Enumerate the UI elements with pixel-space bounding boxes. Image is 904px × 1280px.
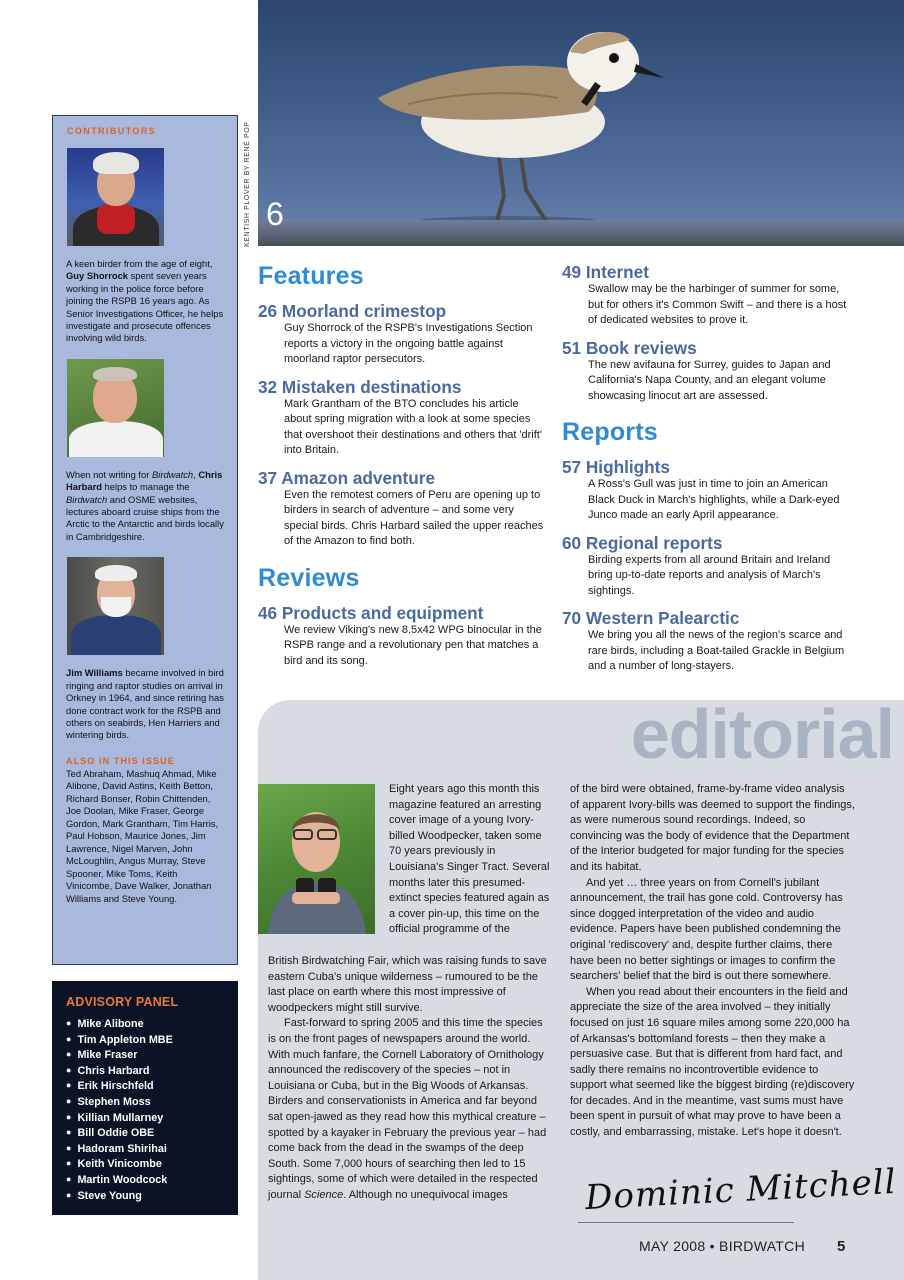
editorial-paragraph: British Birdwatching Fair, which was raising funds to save eastern Cuba's unique wilderness – rumoured to be the last place on earth where this most impressive of woodpeckers might still survive. [268,955,547,1014]
signature-underline [578,1222,794,1223]
contents-entry-products-and-equipment[interactable] [258,603,548,670]
advisory-panel [52,981,238,1215]
contents-entry-regional-reports[interactable] [562,533,852,600]
entry-title: 46 Products and equipment [258,602,484,623]
contributors-panel [52,115,238,965]
editor-signature: Dominic Mitchell [584,1161,898,1219]
editorial-section [258,695,904,1280]
contributor-bio-guy-shorrock: A keen birder from the age of eight, Guy Shorrock spent seven years working in the police force before joining the RSPB 16 years ago. As Senior Investigations Officer, he helps investigate and prosecute offences involving wild birds. [66,258,224,344]
contributors-heading: CONTRIBUTORS [67,126,157,136]
hero-photo [258,0,904,246]
contributor-bio-jim-williams: Jim Williams became involved in bird ringing and raptor studies on arrival in Orkney in 1964, and since retiring has done contract work for the RSPB and others on seabirds, Hen Harriers and wintering birds. [66,667,224,741]
entry-title: 26 Moorland crimestop [258,301,447,321]
entry-title: 37 Amazon adventure [258,467,436,488]
entry-description: Birding experts from all around Britain and Ireland bring up-to-date reports and analysis of March's sightings. [588,553,831,597]
advisory-member: ● Mike Alibone [66,1017,226,1033]
entry-description: Swallow may be the harbinger of summer for some, but for others it's Common Swift – and there is a host of dedicated websites to prove it. [588,283,847,326]
advisory-member: ● Killian Mullarney [66,1111,226,1127]
page-footer [639,1238,846,1255]
contents-entry-amazon-adventure[interactable] [258,468,548,550]
editorial-heading: editorial [630,695,894,773]
advisory-member: ● Bill Oddie OBE [66,1126,226,1142]
entry-title: 57 Highlights [562,457,670,477]
editorial-paragraph: Fast-forward to spring 2005 and this time the species is on the front pages of newspapers around the world. With much fanfare, the Cornell Laboratory of Ornithology announced the rediscovery of the species – not in Louisiana or Cuba, but in the Big Woods of Arkansas. Birders and conservationists in America and far beyond sat open-jawed as they read how this mythical creature – spotted by a kayaker in February the previous year – had come back from the dead in the swamps of the deep South. Some 7,000 hours of searching then led to 15 sightings, some of which were detailed in the respected journal Science. Although no unequivocal images [268,1017,547,1201]
entry-description: We review Viking's new 8.5x42 WPG binocular in the RSPB range and a revolutionary pen that matches a bird and its song. [284,623,542,667]
contents-entry-western-palearctic[interactable] [562,608,852,675]
entry-description: Mark Grantham of the BTO concludes his article about spring migration with a look at some species that overshoot their destinations and others that 'drift' into Britain. [284,397,542,456]
entry-description: A Ross's Gull was just in time to join an American Black Duck in March's highlights, while a Dark-eyed Junco made an early April appearance. [588,478,840,521]
contributor-photo-chris-harbard [67,359,164,457]
contributor-photo-guy-shorrock [67,148,164,246]
editorial-paragraph: Eight years ago this month this magazine featured an arresting cover image of a young Ivory-billed Woodpecker, taken some 70 years previously in Louisiana's Singer Tract. Several months later this presumed-extinct species featured again as a cover pin-up, this time on the official programme of the [389,783,550,936]
editorial-text-right [570,782,855,1141]
footer-issue: MAY 2008 • BIRDWATCH [639,1238,805,1254]
advisory-member: ● Mike Fraser [66,1048,226,1064]
entry-description: We bring you all the news of the region's scarce and rare birds, including a Boat-tailed Grackle in Belgium and a number of long-stayers. [588,629,845,672]
contents-entry-mistaken-destinations[interactable] [258,377,548,459]
contents-entry-internet[interactable] [562,262,852,329]
shoreline [258,220,904,246]
advisory-member: ● Keith Vinicombe [66,1157,226,1173]
hero-page-number: 6 [266,196,284,232]
features-heading: Features [258,262,364,290]
entry-description: The new avifauna for Surrey, guides to Japan and California's Napa County, and an elegant volume showcasing linocut art are assessed. [588,358,831,402]
advisory-member: ● Martin Woodcock [66,1173,226,1189]
advisory-member: ● Tim Appleton MBE [66,1033,226,1049]
kentish-plover-illustration [258,0,904,246]
contents-column-right [562,262,852,684]
contents-entry-highlights[interactable] [562,457,852,524]
entry-description: Guy Shorrock of the RSPB's Investigations Section reports a victory in the ongoing battle against moorland raptor persecutors. [284,322,533,365]
reviews-heading: Reviews [258,563,360,592]
advisory-member: ● Steve Young [66,1189,226,1205]
reports-heading: Reports [562,418,658,446]
advisory-member: ● Chris Harbard [66,1064,226,1080]
contents-entry-book-reviews[interactable] [562,338,852,405]
entry-title: 51 Book reviews [562,337,697,358]
editorial-paragraph: When you read about their encounters in the field and appreciate the size of the area involved – they initially focused on just 16 square miles among some 220,000 ha of Arkansas's bottomland forests – then they make a persuasive case. But that is different from hard fact, and sadly there remains no incontrovertible evidence to support what seemed like the biggest birding (re)discovery for decades. And in the meantime, vast sums must have been spent in pursuit of what may prove to have been a costly, and embarrassing, mistake. Let's hope it doesn't. [570,985,855,1139]
contents-column-left [258,262,548,678]
entry-title: 60 Regional reports [562,532,723,553]
advisory-heading: ADVISORY PANEL [66,995,179,1009]
also-in-issue-list: Ted Abraham, Mashuq Ahmad, Mike Alibone, David Astins, Keith Betton, Richard Bonser, Robin Chittenden, Joe Doolan, Mike Fraser, George Gordon, Mark Grantham, Tim Harris, Paul Hobson, Maurice Jones, Jim Lawrence, Nigel Marven, John McLoughlin, Angus Murray, Steve Spooner, Mike Toms, Keith Vinicombe, Dave Walker, Jonathan Williams and Steve Young. [66,767,219,904]
footer-page-number: 5 [836,1238,846,1255]
advisory-member: ● Stephen Moss [66,1095,226,1111]
editor-photo [258,784,375,934]
entry-title: 49 Internet [562,262,649,282]
advisory-member: ● Hadoram Shirihai [66,1142,226,1158]
entry-title: 70 Western Palearctic [562,608,740,628]
advisory-list [66,1017,226,1204]
entry-description: Even the remotest corners of Peru are opening up to birders in search of adventure – and some very special birds. Chris Harbard sailed the upper reaches of the Amazon to find both. [284,488,544,547]
contents-entry-moorland-crimestop[interactable] [258,301,548,368]
advisory-member: ● Erik Hirschfeld [66,1079,226,1095]
photo-credit: KENTISH PLOVER BY RENÉ POP [244,121,251,247]
contributor-bio-chris-harbard: When not writing for Birdwatch, Chris Harbard helps to manage the Birdwatch and OSME websites, lectures aboard cruise ships from the Arctic to the Antarctic and birds locally in Cambridgeshire. [66,468,224,542]
editorial-paragraph: of the bird were obtained, frame-by-frame video analysis of apparent Ivory-bills was deemed to support the findings, as were numerous sound recordings. Indeed, so convincing was the body of evidence that the Department of the Interior budgeted for major funding for the species and its habitat. [570,783,855,873]
editor-with-binoculars [258,784,375,934]
entry-title: 32 Mistaken destinations [258,376,462,397]
also-in-issue-heading: ALSO IN THIS ISSUE [66,755,175,766]
editorial-text-top [389,782,551,938]
editorial-paragraph: And yet … three years on from Cornell's jubilant announcement, the trail has gone cold. Controversy has since dogged interpretation of the video and audio evidence. Papers have been published condemning the original 'rediscovery' and, despite further claims, there have been no better sightings or images to confirm the searchers' belief that the bird is out there somewhere. [570,876,843,983]
editorial-text-left [268,954,551,1204]
contributor-photo-jim-williams [67,557,164,655]
